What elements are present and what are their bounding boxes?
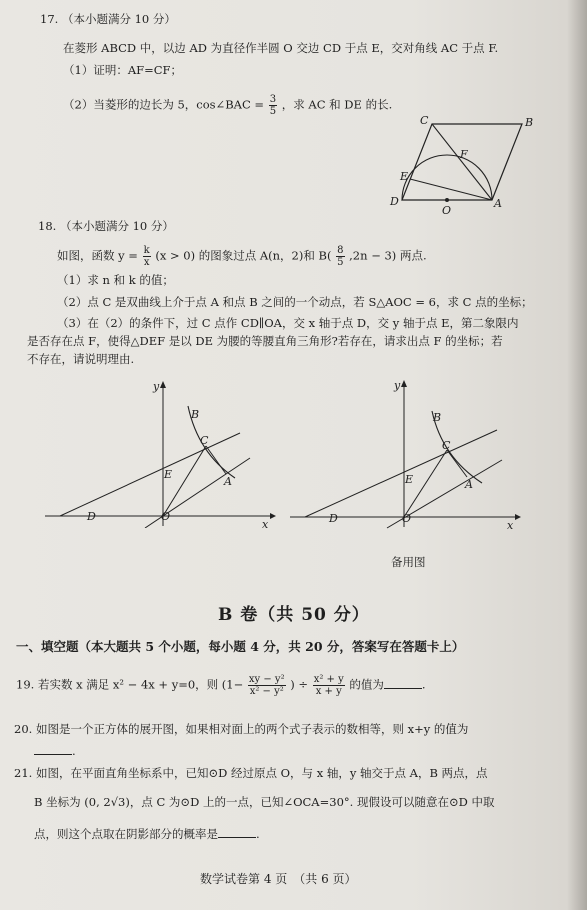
q18-main-figure <box>40 378 280 528</box>
q19-f1-den: x² − y² <box>249 686 284 697</box>
section-b-heading: 一、填空题（本大题共 5 个小题，每小题 4 分，共 20 分，答案写在答题卡上） <box>16 639 465 654</box>
section-b-title: B 卷（共 50 分） <box>218 605 370 625</box>
label-c: C <box>420 114 429 127</box>
diagonal-ac <box>432 124 492 200</box>
q17-part1: （1）证明：AF=CF； <box>63 63 183 77</box>
q17-stem: 在菱形 ABCD 中，以边 AD 为直径作半圆 O 交边 CD 于点 E，交对角线 AC 于点 F. <box>63 41 499 55</box>
label-x: x <box>507 519 514 530</box>
label-f: F <box>460 148 468 161</box>
y-axis-arrow <box>401 380 407 387</box>
label-d: D <box>87 510 96 523</box>
q19-text-a: 若实数 x 满足 x² − 4x + y=0，则 (1− <box>37 677 244 692</box>
q17-score: （本小题满分 10 分） <box>61 12 176 26</box>
q18-b-fraction <box>336 245 344 268</box>
q18-part1: （1）求 n 和 k 的值； <box>57 273 174 287</box>
q18-spare-figure <box>287 375 527 530</box>
q18-stem-b: (x > 0) 的图象过点 A(n，2)和 B( <box>155 248 332 263</box>
q18-number: 18. <box>38 219 57 233</box>
q20-line1 <box>14 722 468 737</box>
q17-frac-num: 3 <box>269 94 277 105</box>
x-axis-arrow <box>270 513 276 519</box>
q19 <box>16 674 426 697</box>
q17-number: 17. <box>40 12 59 26</box>
q17-rhombus-figure <box>388 112 538 218</box>
q18-part3-line1: （3）在（2）的条件下，过 C 点作 CD∥OA，交 x 轴于点 D，交 y 轴于点 E，第二象限内 <box>57 316 519 330</box>
q19-answer-blank[interactable] <box>384 677 422 689</box>
q18-part3-line3: 不存在，请说明理由. <box>27 352 135 366</box>
label-e: E <box>405 473 414 486</box>
q21-text-1: 如图，在平面直角坐标系中，已知⊙D 经过原点 O，与 x 轴，y 轴交于点 A，B 两点，点 <box>35 766 488 780</box>
q18-k-fraction <box>143 245 151 268</box>
q18-stem <box>57 245 427 268</box>
segment-ae <box>410 179 492 200</box>
label-e: E <box>400 170 409 183</box>
q18-frac-k: k <box>143 245 150 256</box>
q18-frac-5: 5 <box>337 257 344 268</box>
q17-part2-a: （2）当菱形的边长为 5，cos∠BAC = <box>63 97 265 112</box>
label-d: D <box>390 195 399 208</box>
label-b: B <box>525 116 534 129</box>
label-b: B <box>191 408 200 421</box>
x-axis-arrow <box>515 514 521 520</box>
y-axis-arrow <box>160 381 166 388</box>
q17-frac-den: 5 <box>269 106 277 117</box>
q21-line2: B 坐标为 (0, 2√3)，点 C 为⊙D 上的一点，已知∠OCA=30°. 现假设可以随意在⊙D 中取 <box>34 795 495 809</box>
q19-text-c: 的值为 <box>349 677 384 692</box>
q21-answer-blank[interactable] <box>218 826 256 838</box>
q21-text-3-end: . <box>256 827 260 841</box>
center-o-dot <box>445 198 449 202</box>
spare-figure-caption: 备用图 <box>391 555 426 569</box>
q19-f1-num: xy − y² <box>248 674 285 685</box>
q21-number: 21. <box>14 766 33 780</box>
label-o: O <box>402 512 412 525</box>
page-edge-shadow <box>567 0 587 910</box>
label-o: O <box>442 204 452 217</box>
label-c: C <box>200 434 209 447</box>
label-o: O <box>161 510 171 523</box>
semicircle-o <box>402 155 492 200</box>
q21-text-3: 点，则这个点取在阴影部分的概率是 <box>34 827 218 841</box>
label-a: A <box>224 475 232 488</box>
label-a: A <box>494 197 502 210</box>
q20-number: 20. <box>14 722 33 736</box>
page-footer: 数学试卷第 4 页 （共 6 页） <box>200 872 357 886</box>
segment-ca <box>447 450 467 477</box>
q20-line2-end: . <box>72 744 76 758</box>
label-y: y <box>394 379 401 392</box>
q18-frac-x: x <box>143 257 150 268</box>
q21-line3 <box>34 826 260 842</box>
q18-stem-a: 如图，函数 y = <box>57 248 138 263</box>
label-a: A <box>465 478 473 491</box>
label-e: E <box>164 468 173 481</box>
line-cd <box>60 433 240 516</box>
q18-frac-8: 8 <box>337 245 344 256</box>
label-x: x <box>262 518 269 528</box>
q18-stem-c: ,2n − 3) 两点. <box>349 248 427 263</box>
q19-fraction-2 <box>313 674 345 697</box>
q20-text: 如图是一个正方体的展开图，如果相对面上的两个式子表示的数相等，则 x+y 的值为 <box>35 722 469 736</box>
q19-text-b: ) ÷ <box>290 677 309 692</box>
segment-ca <box>206 446 226 474</box>
segment-oc <box>163 446 206 516</box>
q17-part2-b: ，求 AC 和 DE 的长. <box>281 97 393 112</box>
q18-part3-line2: 是否存在点 F，使得△DEF 是以 DE 为腰的等腰直角三角形?若存在，请求出点 F 的坐标；若 <box>27 334 503 348</box>
q19-f2-num: x² + y <box>313 674 344 685</box>
q19-fraction-1 <box>248 674 286 697</box>
q17-header <box>40 12 176 27</box>
label-y: y <box>153 380 160 393</box>
q18-part2: （2）点 C 是双曲线上介于点 A 和点 B 之间的一个动点，若 S△AOC = 6，求 C 点的坐标； <box>57 295 533 309</box>
line-cd <box>305 430 497 517</box>
q17-part2 <box>63 94 392 117</box>
q19-number: 19. <box>16 677 35 692</box>
q18-score: （本小题满分 10 分） <box>59 219 174 233</box>
q20-line2 <box>34 743 76 759</box>
q18-header <box>38 219 174 234</box>
q17-fraction <box>269 94 277 117</box>
label-c: C <box>442 439 451 452</box>
q19-text-d: . <box>421 677 426 692</box>
q21-line1 <box>14 766 488 781</box>
label-d: D <box>329 512 338 525</box>
label-b: B <box>433 411 442 424</box>
q19-f2-den: x + y <box>315 686 342 697</box>
q20-answer-blank[interactable] <box>34 743 72 755</box>
